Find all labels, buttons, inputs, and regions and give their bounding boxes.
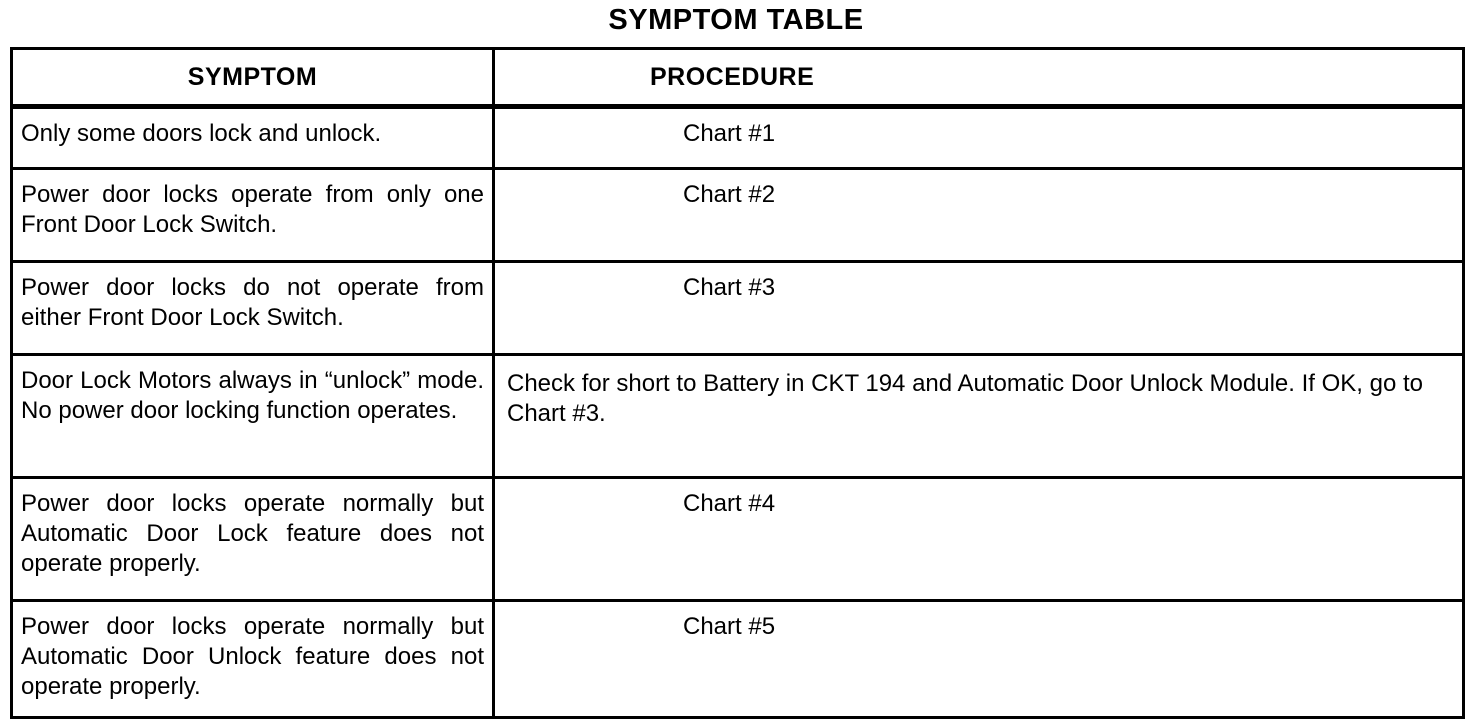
symptom-cell: Power door locks do not operate from either Front Door Lock Switch. (12, 262, 494, 355)
table-row (12, 169, 1464, 262)
procedure-cell: Chart #2 (494, 169, 1464, 262)
symptom-cell: Power door locks operate normally but Automatic Door Lock feature does not operate properly. (12, 478, 494, 601)
symptom-cell: Door Lock Motors always in “unlock” mode. No power door locking function operates. (12, 355, 494, 478)
table-row (12, 478, 1464, 601)
procedure-cell: Chart #5 (494, 601, 1464, 718)
table-row (12, 107, 1464, 169)
procedure-cell: Chart #3 (494, 262, 1464, 355)
table-header-row (12, 49, 1464, 107)
symptom-table (10, 47, 1465, 719)
procedure-cell: Chart #4 (494, 478, 1464, 601)
symptom-cell: Power door locks operate normally but Automatic Door Unlock feature does not operate properly. (12, 601, 494, 718)
page-title: SYMPTOM TABLE (608, 4, 864, 36)
procedure-cell: Chart #1 (494, 107, 1464, 169)
symptom-cell: Power door locks operate from only one Front Door Lock Switch. (12, 169, 494, 262)
table-row (12, 601, 1464, 718)
table-row (12, 262, 1464, 355)
table-row (12, 355, 1464, 478)
column-header-symptom: SYMPTOM (12, 49, 494, 107)
column-header-procedure: PROCEDURE (494, 49, 1464, 107)
procedure-cell: Check for short to Battery in CKT 194 and Automatic Door Unlock Module. If OK, go to Chart #3. (494, 355, 1464, 478)
symptom-cell: Only some doors lock and unlock. (12, 107, 494, 169)
